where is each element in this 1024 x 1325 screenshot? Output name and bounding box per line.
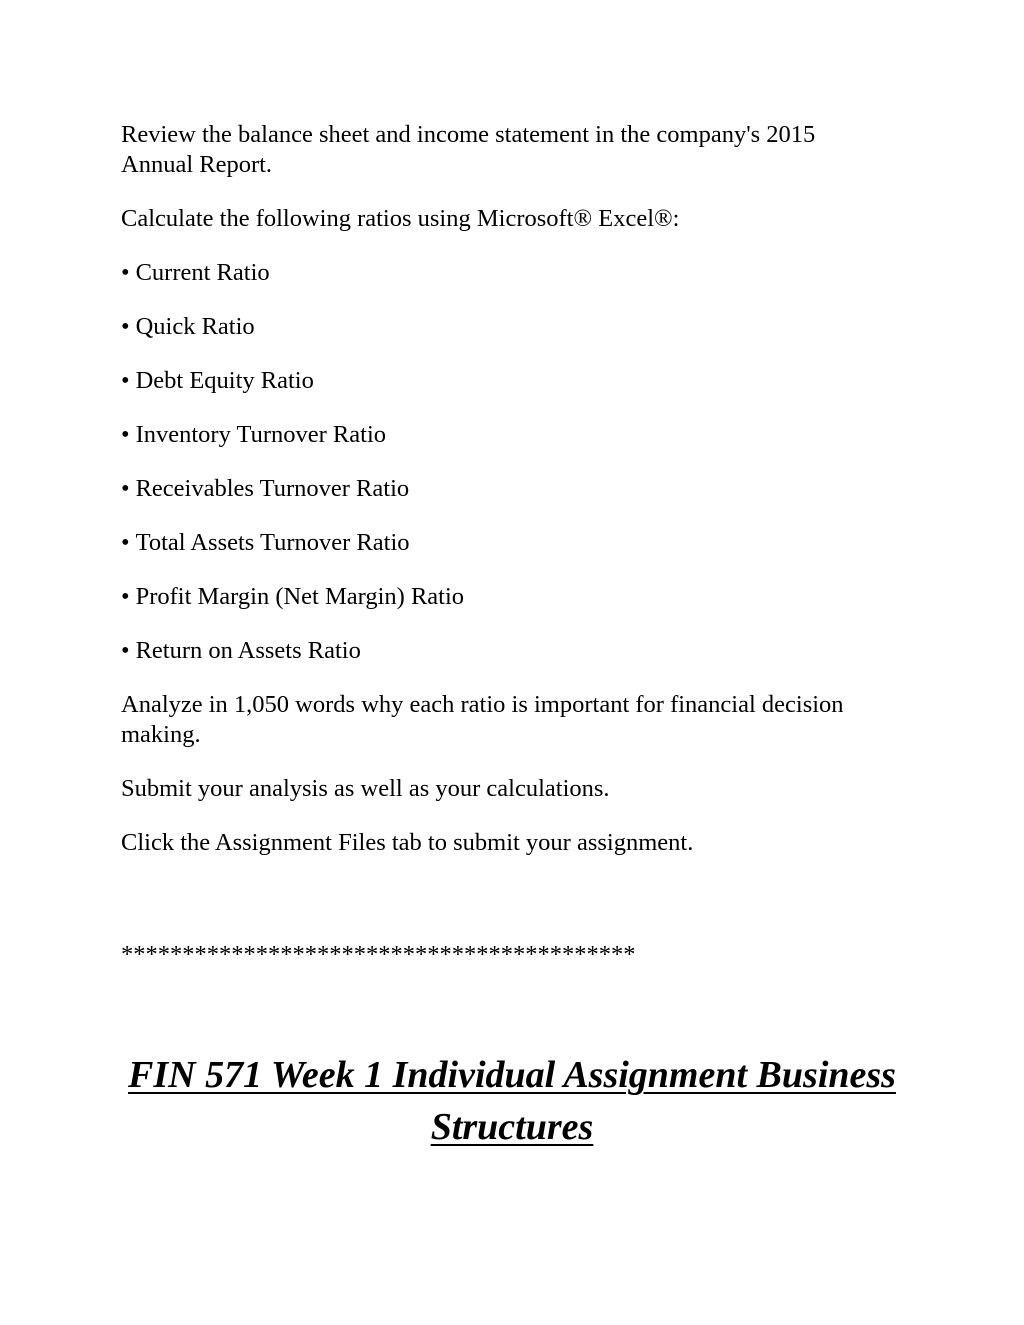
list-item [121,636,891,666]
click-paragraph: Click the Assignment Files tab to submit your assignment. [121,829,694,856]
bullet-icon: • [121,259,130,286]
list-item [121,312,891,342]
list-item [121,582,891,612]
ratio-quick: Quick Ratio [135,313,255,340]
intro-paragraph: Review the balance sheet and income statement in the company's 2015 Annual Report. [121,121,816,178]
separator-line: ****************************************** [121,941,636,968]
bullet-icon: • [121,583,130,610]
ratio-debt-equity: Debt Equity Ratio [135,367,314,394]
list-item [121,366,891,396]
bullet-icon: • [121,367,130,394]
section-heading: FIN 571 Week 1 Individual Assignment Business Structures [128,1054,896,1148]
submit-paragraph: Submit your analysis as well as your calculations. [121,775,610,802]
ratio-profit-margin: Profit Margin (Net Margin) Ratio [135,583,465,610]
bullet-icon: • [121,313,130,340]
bullet-icon: • [121,475,130,502]
ratio-current: Current Ratio [135,259,270,286]
instruction-paragraph: Calculate the following ratios using Microsoft® Excel®: [121,205,680,232]
list-item [121,420,891,450]
document-body [121,120,891,882]
list-item [121,528,891,558]
ratio-receivables-turnover: Receivables Turnover Ratio [135,475,410,502]
ratio-return-on-assets: Return on Assets Ratio [135,637,361,664]
bullet-icon: • [121,637,130,664]
bullet-icon: • [121,529,130,556]
list-item [121,474,891,504]
ratio-inventory-turnover: Inventory Turnover Ratio [135,421,387,448]
analyze-paragraph: Analyze in 1,050 words why each ratio is important for financial decision making. [121,691,844,748]
ratio-list [121,258,891,666]
bullet-icon: • [121,421,130,448]
ratio-total-assets-turnover: Total Assets Turnover Ratio [135,529,410,556]
list-item [121,258,891,288]
